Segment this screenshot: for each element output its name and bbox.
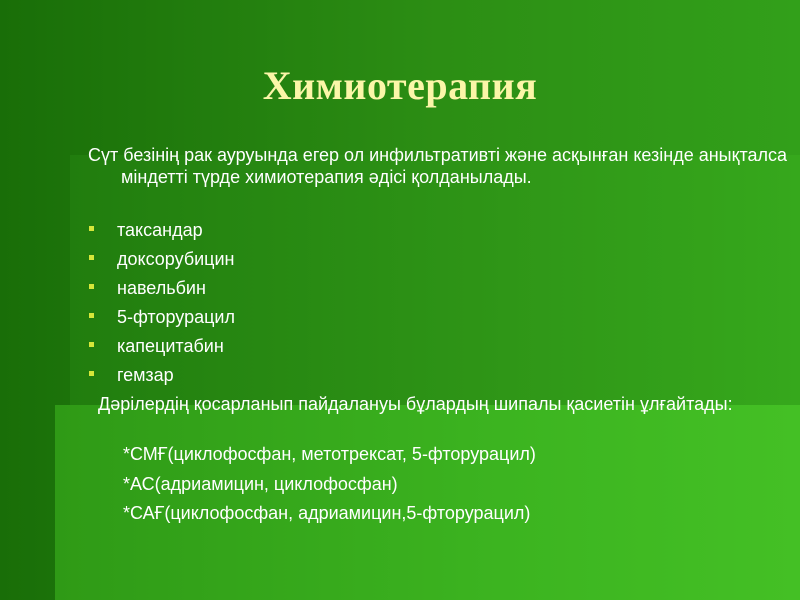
list-item xyxy=(88,364,235,393)
combination-line: *АС(адриамицин, циклофосфан) xyxy=(123,474,398,494)
bullet-square-icon xyxy=(89,284,94,289)
bullet-square-icon xyxy=(89,371,94,376)
drug-list xyxy=(88,219,235,393)
combination-line: *СМҒ(циклофосфан, метотрексат, 5-фторурацил) xyxy=(123,444,536,464)
intro-paragraph: Сүт безінің рак ауруында егер ол инфильтративті және асқынған кезінде анықталса міндетті түрде химиотерапия әдісі қолданылады. xyxy=(88,145,788,187)
list-item xyxy=(88,306,235,335)
bullet-square-icon xyxy=(89,255,94,260)
drug-name: таксандар xyxy=(117,220,203,240)
list-item xyxy=(88,248,235,277)
slide-title: Химиотерапия xyxy=(262,63,538,108)
bullet-square-icon xyxy=(89,313,94,318)
drug-name: доксорубицин xyxy=(117,249,235,269)
drug-name: капецитабин xyxy=(117,336,224,356)
combination-line: *САҒ(циклофосфан, адриамицин,5-фторурацил) xyxy=(123,503,531,523)
drug-name: навельбин xyxy=(117,278,206,298)
bullet-square-icon xyxy=(89,342,94,347)
bullet-square-icon xyxy=(89,226,94,231)
drug-name: 5-фторурацил xyxy=(117,307,235,327)
list-item xyxy=(88,219,235,248)
list-item xyxy=(88,277,235,306)
combination-intro: Дәрілердің қосарланып пайдалануы бұлардың шипалы қасиетін ұлғайтады: xyxy=(98,394,733,414)
drug-name: гемзар xyxy=(117,365,174,385)
list-item xyxy=(88,335,235,364)
